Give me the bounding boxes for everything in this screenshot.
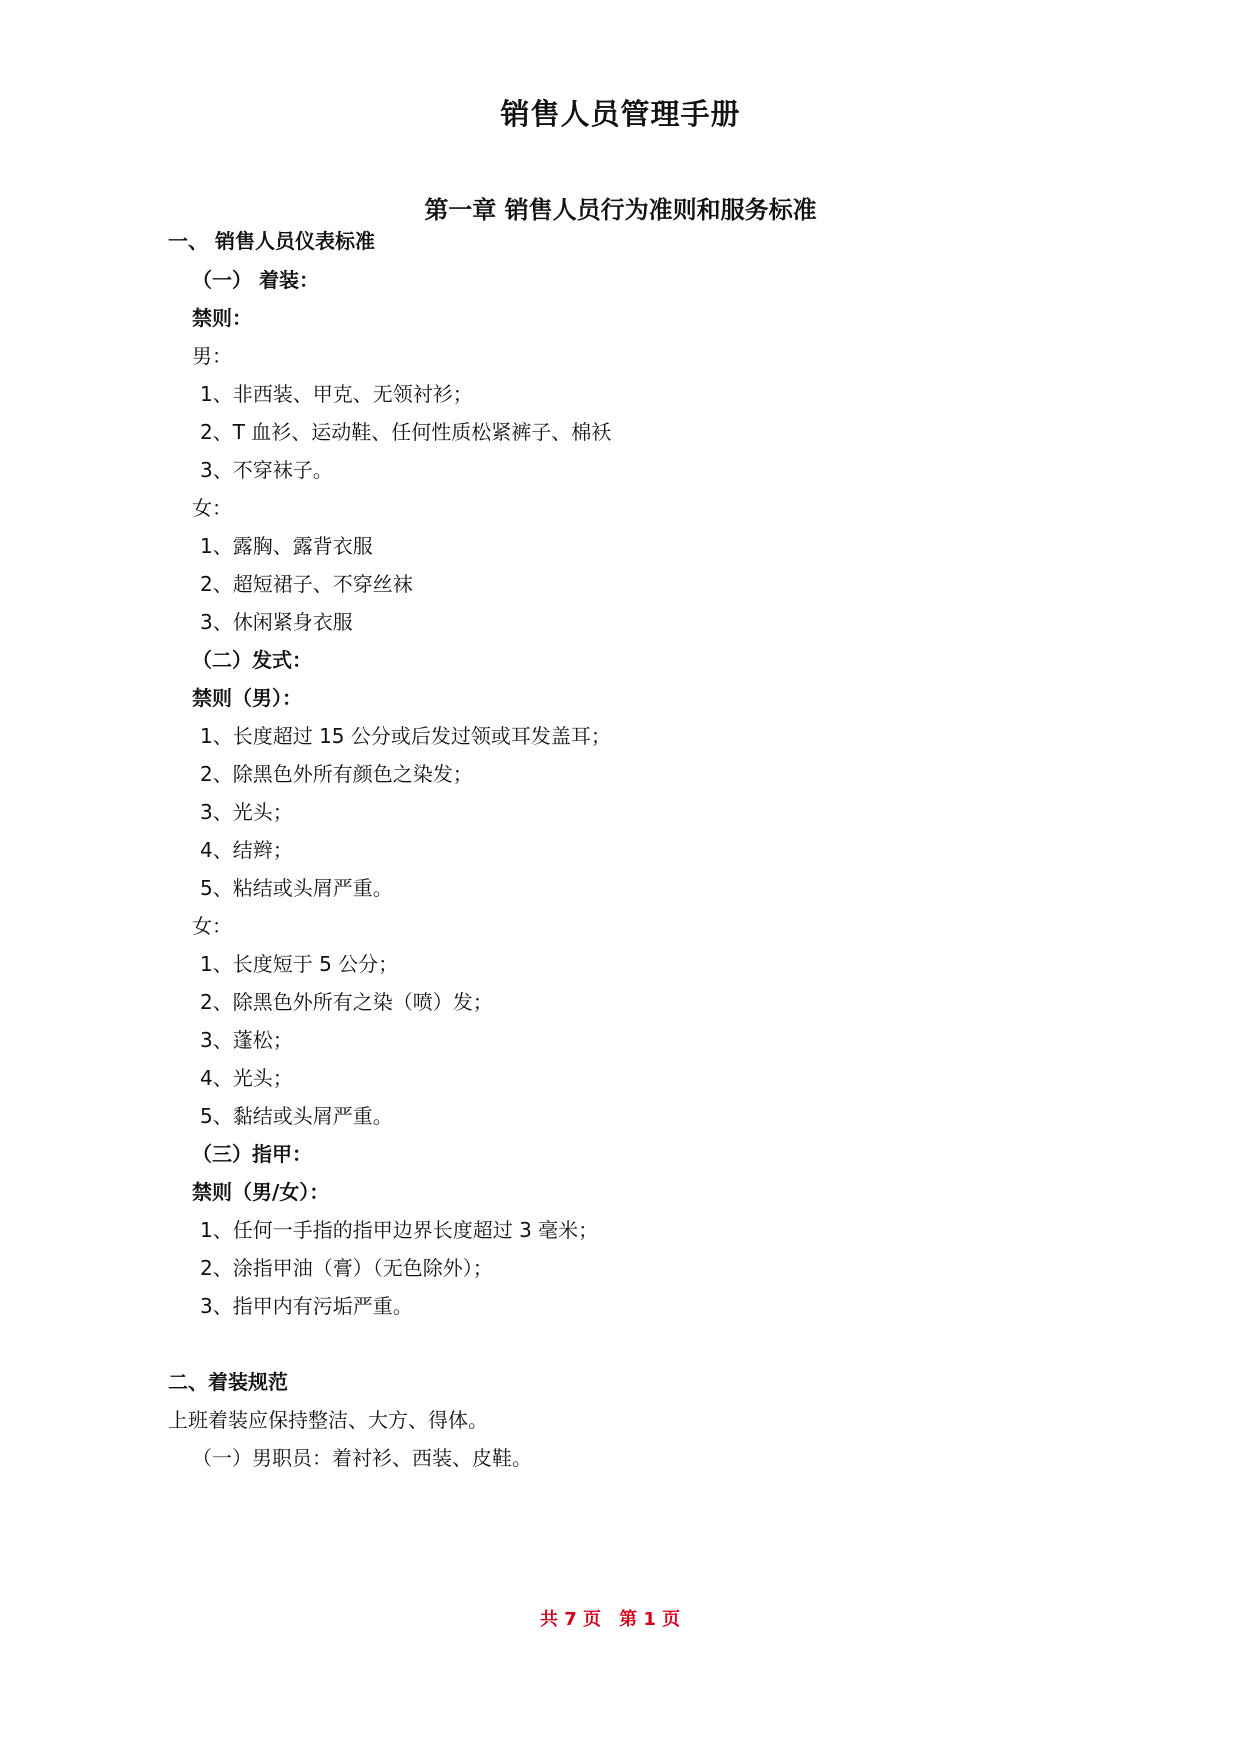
body-line: 1、长度短于 5 公分； — [200, 952, 399, 976]
section-heading: （三）指甲： — [192, 1142, 312, 1166]
body-line: 1、长度超过 15 公分或后发过领或耳发盖耳； — [200, 724, 611, 748]
body-line: 女： — [192, 914, 232, 938]
section-heading: 禁则： — [192, 306, 252, 330]
body-line: 3、休闲紧身衣服 — [200, 610, 353, 634]
page-footer — [540, 1607, 680, 1633]
body-line: 1、非西装、甲克、无领衬衫； — [200, 382, 473, 406]
body-line: 4、结辫； — [200, 838, 293, 862]
body-line: 2、超短裙子、不穿丝袜 — [200, 572, 413, 596]
body-line: 3、指甲内有污垢严重。 — [200, 1294, 413, 1318]
section-heading: 一、 销售人员仪表标准 — [168, 229, 375, 253]
body-line: 5、黏结或头屑严重。 — [200, 1104, 393, 1128]
body-line: 上班着装应保持整洁、大方、得体。 — [168, 1408, 488, 1432]
document-title: 销售人员管理手册 — [500, 97, 741, 131]
body-line: 5、粘结或头屑严重。 — [200, 876, 393, 900]
body-line: 2、涂指甲油（膏）（无色除外）； — [200, 1256, 493, 1280]
section-heading: （二）发式： — [192, 648, 312, 672]
current-page: 第 1 页 — [619, 1609, 681, 1630]
body-line: 2、除黑色外所有颜色之染发； — [200, 762, 473, 786]
section-heading: 禁则（男）： — [192, 686, 302, 710]
body-line: 2、除黑色外所有之染（喷）发； — [200, 990, 493, 1014]
section-heading: 禁则（男/女）： — [192, 1180, 330, 1204]
body-line: 1、露胸、露背衣服 — [200, 534, 373, 558]
body-line: 3、不穿袜子。 — [200, 458, 333, 482]
body-line: 女： — [192, 496, 232, 520]
section-heading: （一） 着装： — [192, 268, 319, 292]
body-line: （一）男职员：着衬衫、西装、皮鞋。 — [192, 1446, 532, 1470]
section-heading: 二、着装规范 — [168, 1370, 288, 1394]
body-line: 3、蓬松； — [200, 1028, 293, 1052]
chapter-heading: 第一章 销售人员行为准则和服务标准 — [424, 196, 817, 224]
body-line: 4、光头； — [200, 1066, 293, 1090]
total-pages: 共 7 页 — [540, 1609, 602, 1630]
body-line: 3、光头； — [200, 800, 293, 824]
body-line: 1、任何一手指的指甲边界长度超过 3 毫米； — [200, 1218, 599, 1242]
body-line: 男： — [192, 344, 232, 368]
body-line: 2、T 血衫、运动鞋、任何性质松紧裤子、棉袄 — [200, 420, 612, 444]
